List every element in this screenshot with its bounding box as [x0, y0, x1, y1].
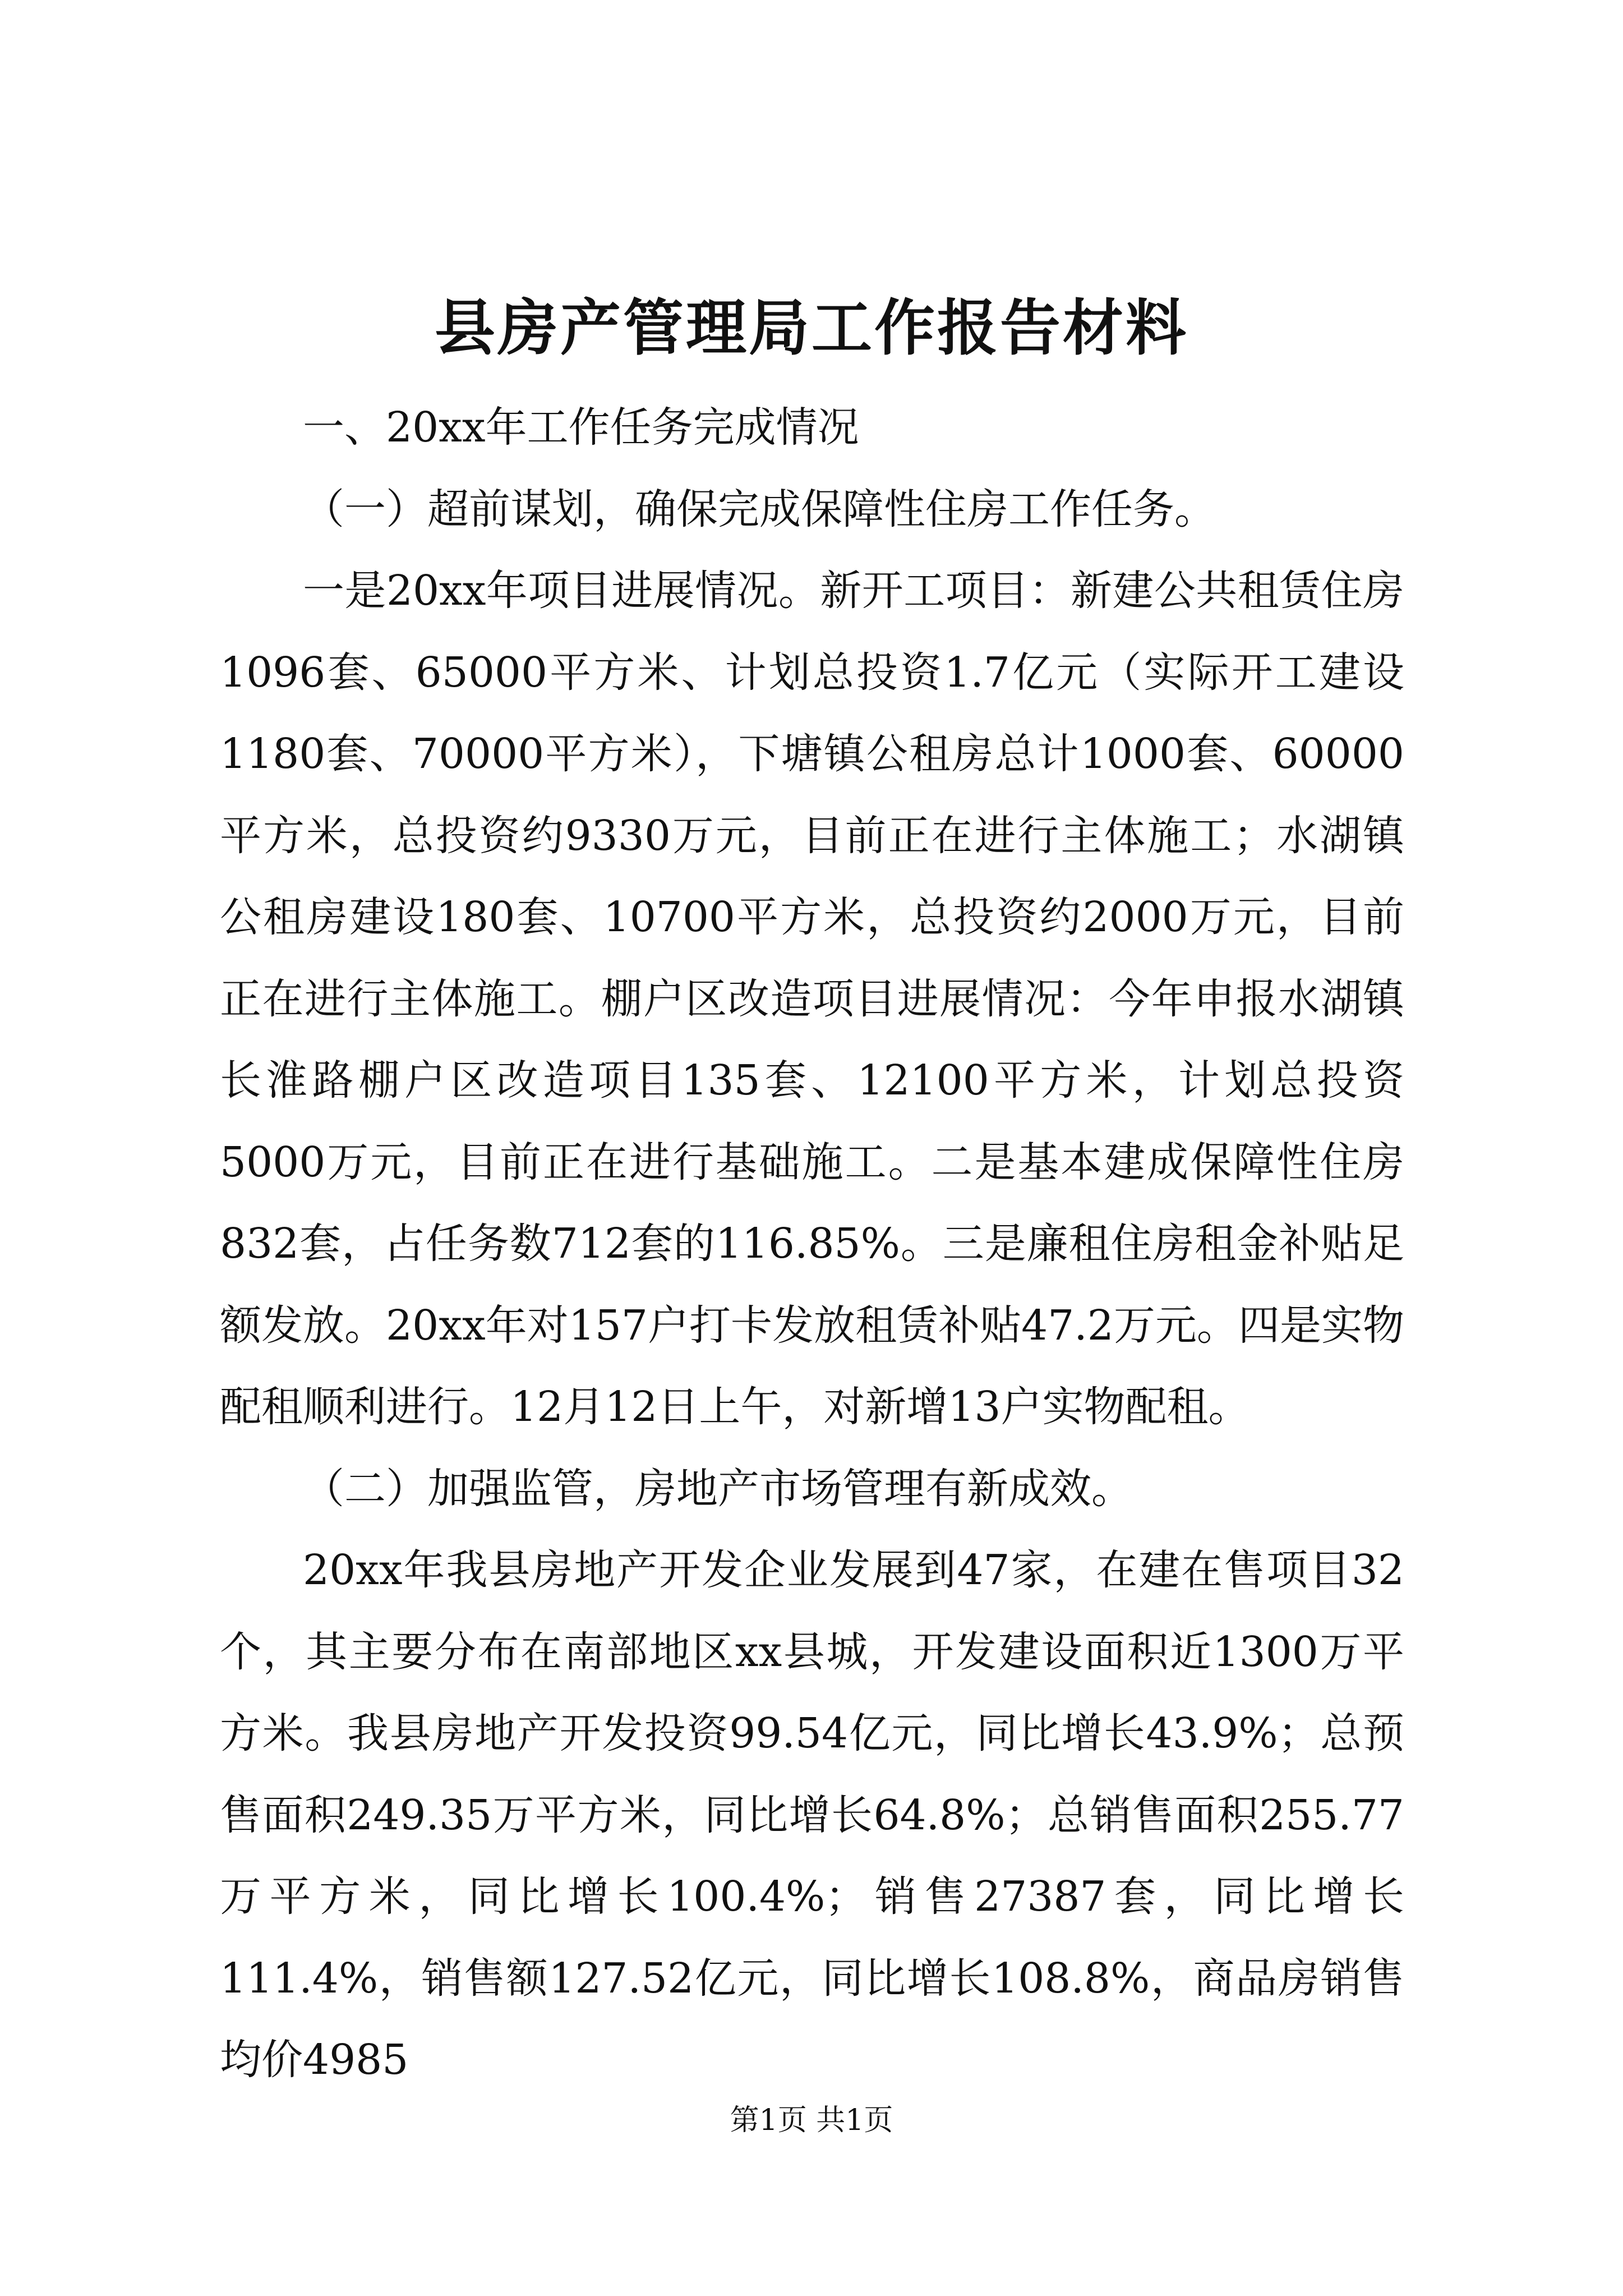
section-heading-1: 一、20xx年工作任务完成情况 [303, 403, 859, 452]
body-paragraph-2: 20xx年我县房地产开发企业发展到47家，在建在售项目32个，其主要分布在南部地区xx县城，开发建设面积近1300万平方米。我县房地产开发投资99.54亿元，同比增长43.9%；总预售面积249.35万平方米，同比增长64.8%；总销售面积255.77万平方米，同比增长100.4%；销售27387套，同比增长111.4%，销售额127.52亿元，同比增长108.8%，商品房销售均价4985 [220, 1546, 1404, 2084]
body-paragraph-1: 一是20xx年项目进展情况。新开工项目：新建公共租赁住房1096套、65000平方米、计划总投资1.7亿元（实际开工建设1180套、70000平方米），下塘镇公租房总计1000套、60000平方米，总投资约9330万元，目前正在进行主体施工；水湖镇公租房建设180套、10700平方米，总投资约2000万元，目前正在进行主体施工。棚户区改造项目进展情况：今年申报水湖镇长淮路棚户区改造项目135套、12100平方米，计划总投资5000万元，目前正在进行基础施工。二是基本建成保障性住房832套，占任务数712套的116.85%。三是廉租住房租金补贴足额发放。20xx年对157户打卡发放租赁补贴47.2万元。四是实物配租顺利进行。12月12日上午，对新增13户实物配租。 [220, 567, 1404, 1431]
document-body [220, 387, 1404, 2101]
subsection-heading-2: （二）加强监管，房地产市场管理有新成效。 [303, 1464, 1133, 1513]
document-title: 县房产管理局工作报告材料 [434, 293, 1188, 364]
page-footer: 第1页 共1页 [730, 2104, 893, 2137]
subsection-heading-1: （一）超前谋划，确保完成保障性住房工作任务。 [303, 485, 1216, 533]
